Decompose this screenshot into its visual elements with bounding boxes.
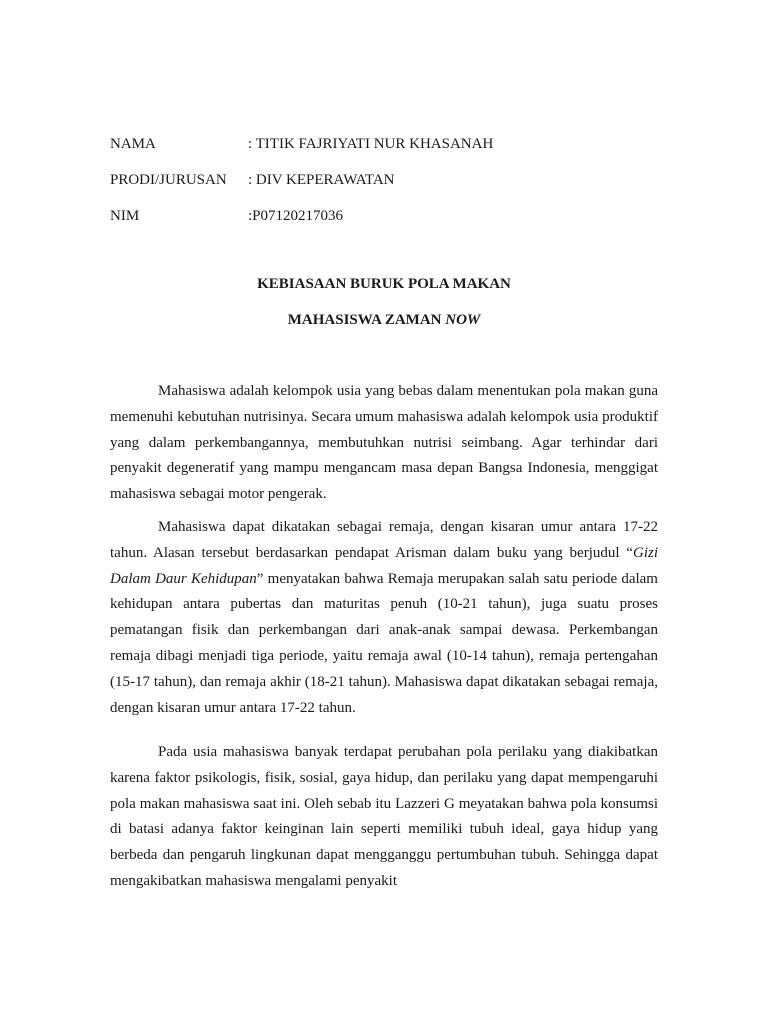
document-title-line-1: KEBIASAAN BURUK POLA MAKAN [257, 276, 511, 292]
paragraph-2-part-1: Mahasiswa dapat dikatakan sebagai remaja, dengan kisaran umur antara 17-22 tahun. Alasan tersebut berdasarkan pendapat Arisman dalam buku yang berjudul “ [110, 519, 658, 561]
document-title-line-2 [110, 312, 658, 329]
name-label: NAMA [110, 136, 156, 152]
paragraph-3-text: Pada usia mahasiswa banyak terdapat perubahan pola perilaku yang diakibatkan karena faktor psikologis, fisik, sosial, gaya hidup, dan perilaku yang dapat mempengaruhi pola makan mahasiswa saat ini. Oleh sebab itu Lazzeri G meyatakan bahwa pola konsumsi di batasi adanya faktor keinginan lain seperti memiliki tubuh ideal, gaya hidup yang berbeda dan pengaruh lingkunan dapat mengganggu pertumbuhan tubuh. Sehingga dapat mengakibatkan mahasiswa mengalami penyakit [110, 744, 658, 889]
program-label: PRODI/JURUSAN [110, 172, 227, 188]
name-row [110, 136, 658, 172]
student-info [110, 136, 658, 244]
program-row [110, 172, 658, 208]
paragraph-3 [110, 740, 658, 895]
title-line-2-text: MAHASISWA ZAMAN [287, 312, 446, 328]
paragraph-1-text: Mahasiswa adalah kelompok usia yang bebas dalam menentukan pola makan guna memenuhi kebutuhan nutrisinya. Secara umum mahasiswa adalah kelompok usia produktif yang dalam perkembangannya, membutuhkan nutrisi seimbang. Agar terhindar dari penyakit degeneratif yang mampu mengancam masa depan Bangsa Indonesia, menggigat mahasiswa sebagai motor pengerak. [110, 383, 658, 503]
paragraph-2-text [110, 515, 658, 721]
nim-label: NIM [110, 208, 140, 224]
book-title: Gizi Dalam Daur Kehidupan [110, 544, 658, 587]
nim-value: :P07120217036 [248, 208, 344, 224]
title-line-2-italic: NOW [445, 312, 481, 328]
name-value: : TITIK FAJRIYATI NUR KHASANAH [248, 136, 494, 152]
nim-row [110, 208, 658, 244]
paragraph-1 [110, 379, 658, 508]
paragraph-2-part-2: ” menyatakan bahwa Remaja merupakan salah satu periode dalam kehidupan antara pubertas dan maturitas penuh (10-21 tahun), juga suatu proses pematangan fisik dan perkembangan dari anak-anak sampai dewasa. Perkembangan remaja dibagi menjadi tiga periode, yaitu remaja awal (10-14 tahun), remaja pertengahan (15-17 tahun), dan remaja akhir (18-21 tahun). Mahasiswa dapat dikatakan sebagai remaja, dengan kisaran umur antara 17-22 tahun. [110, 570, 658, 716]
program-value: : DIV KEPERAWATAN [248, 172, 395, 188]
paragraph-2 [110, 515, 658, 721]
